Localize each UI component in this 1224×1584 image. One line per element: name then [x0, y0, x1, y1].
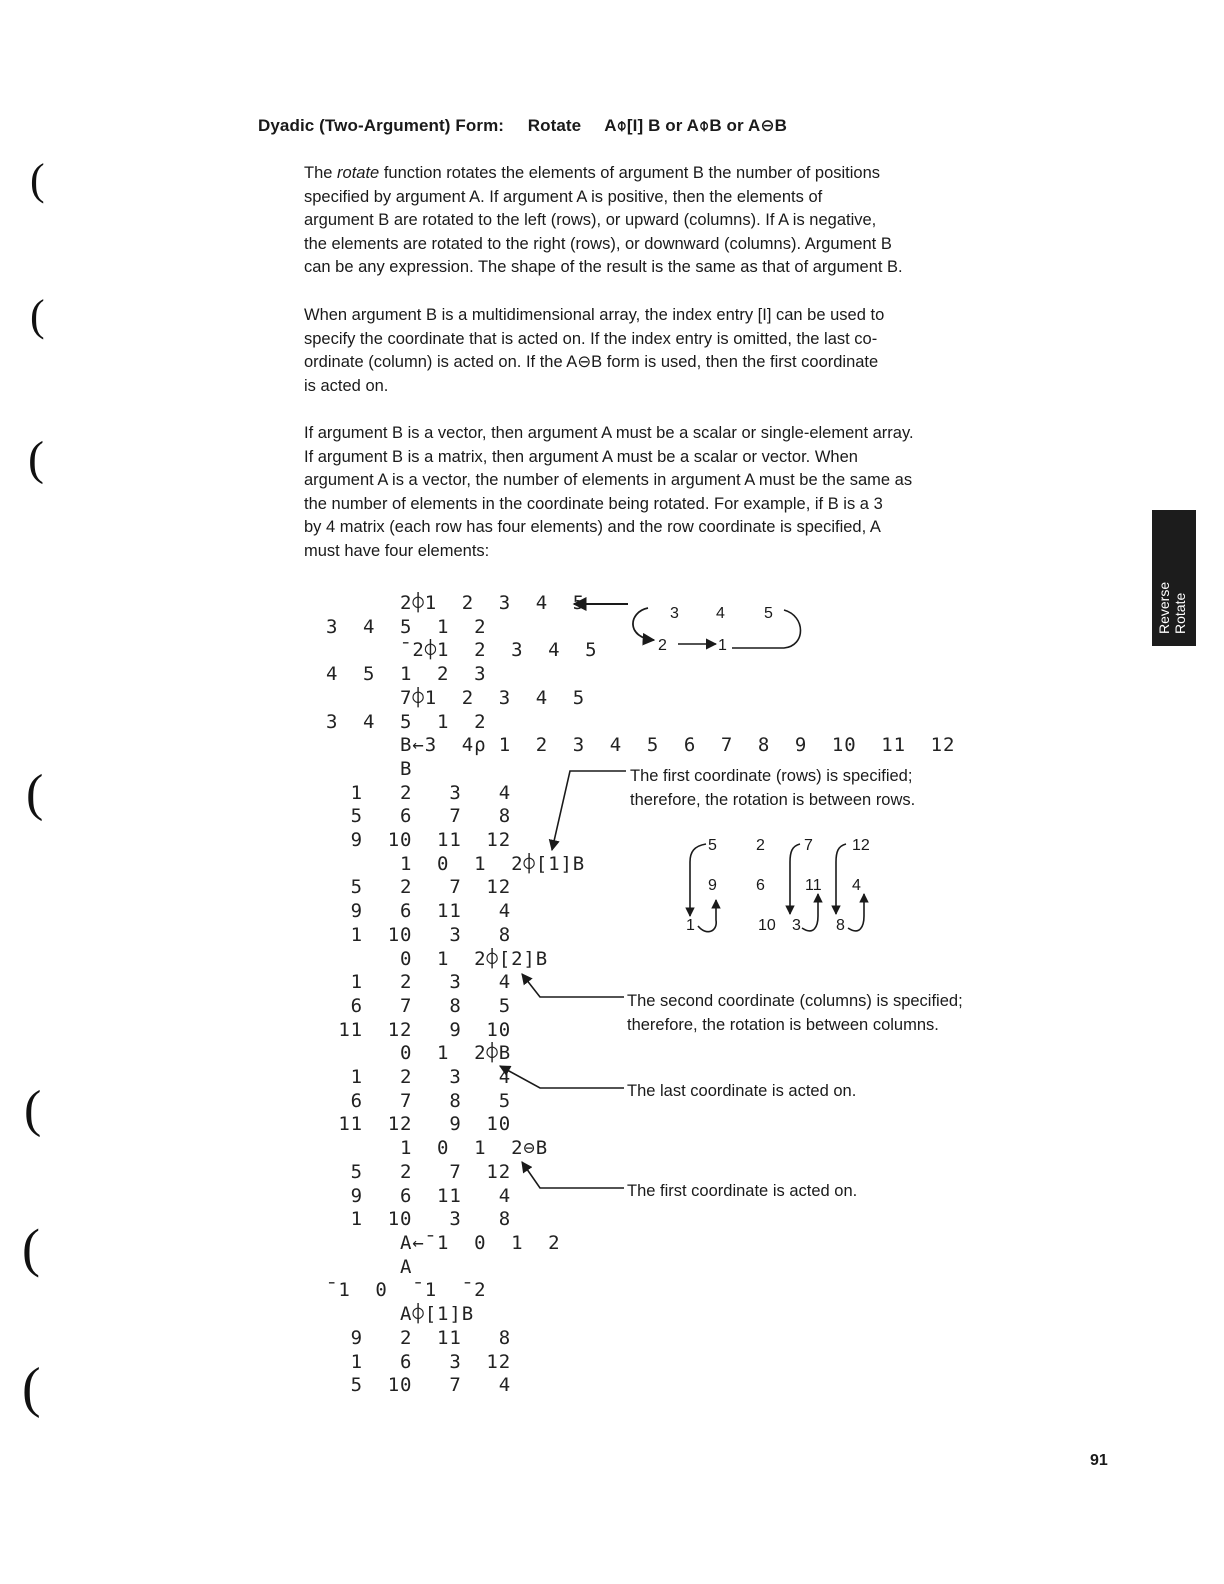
code-line: 9 6 11 4 — [326, 900, 512, 923]
code-line: 1 2 3 4 — [326, 1066, 512, 1089]
diag-m-bottom-4: 8 — [836, 917, 845, 934]
heading-term: Rotate — [527, 116, 582, 135]
code-line: 5 6 7 8 — [326, 805, 512, 828]
diag-m-top-4: 12 — [852, 837, 870, 854]
diag-m-top-2: 2 — [756, 837, 765, 854]
rotate-term: rotate — [337, 164, 380, 182]
code-line: 5 10 7 4 — [326, 1374, 512, 1397]
code-line: 0 1 2⌽B — [326, 1042, 512, 1065]
code-line: 9 6 11 4 — [326, 1184, 512, 1207]
page-number: 91 — [1090, 1452, 1108, 1469]
diag-m-bottom-3: 3 — [792, 917, 801, 934]
diag-v-bottom-1: 2 — [658, 637, 667, 654]
code-line: A⌽[1]B — [326, 1303, 475, 1326]
binder-mark: ( — [22, 1357, 41, 1419]
intro-line: argument B are rotated to the left (rows), or upward (columns). If A is negative, — [304, 211, 877, 230]
argument-line: must have four elements: — [304, 541, 490, 560]
columns-note — [627, 989, 963, 1037]
binder-mark: ( — [26, 765, 44, 822]
binder-mark: ( — [28, 432, 44, 485]
code-line: 5 2 7 12 — [326, 876, 512, 899]
last-note: The last coordinate is acted on. — [627, 1082, 857, 1100]
diag-v-top-3: 5 — [764, 605, 773, 622]
note-line: The second coordinate (columns) is specified; — [627, 992, 963, 1010]
code-line: B — [326, 757, 413, 780]
index-line: ordinate (column) is acted on. If the A⊖B form is used, then the first coordinate — [304, 353, 879, 372]
diag-m-top-1: 5 — [708, 837, 717, 854]
code-line: 3 4 5 1 2 — [326, 710, 487, 733]
columns-note-leader — [522, 974, 624, 997]
code-line: 0 1 2⌽[2]B — [326, 947, 549, 970]
argument-line: If argument B is a matrix, then argument A must be a scalar or vector. When — [304, 447, 858, 466]
intro-line: the elements are rotated to the right (rows), or downward (columns). Argument B — [304, 234, 892, 253]
first-note-leader — [522, 1162, 624, 1188]
diag-m-top-3: 7 — [804, 837, 813, 854]
index-line: is acted on. — [304, 376, 389, 395]
argument-line: argument A is a vector, the number of elements in argument A must be the same as — [304, 471, 913, 490]
code-line: 1 2 3 4 — [326, 971, 512, 994]
diag-m-bottom-2: 10 — [758, 917, 776, 934]
code-line: 4 5 1 2 3 — [326, 663, 487, 686]
first-note: The first coordinate is acted on. — [627, 1182, 858, 1200]
side-tab-label — [1152, 510, 1196, 646]
code-line: ¯2⌽1 2 3 4 5 — [326, 639, 598, 662]
rows-note — [630, 764, 915, 812]
heading-label: Dyadic (Two-Argument) Form: — [258, 116, 505, 135]
index-line: When argument B is a multidimensional array, the index entry [I] can be used to — [304, 306, 885, 324]
diag-m-mid-4: 4 — [852, 877, 861, 894]
diag-v-top-2: 4 — [716, 605, 725, 622]
code-line: 1 10 3 8 — [326, 1208, 512, 1231]
side-tab-line: Reverse — [1156, 581, 1172, 634]
rows-note-leader — [552, 771, 626, 850]
code-line: 6 7 8 5 — [326, 994, 512, 1017]
note-line: The first coordinate (rows) is specified; — [630, 767, 913, 785]
binder-mark: ( — [30, 291, 45, 340]
code-line: 1 6 3 12 — [326, 1350, 512, 1373]
code-line: 1 10 3 8 — [326, 923, 512, 946]
binder-mark: ( — [30, 155, 45, 204]
code-line: 5 2 7 12 — [326, 1160, 512, 1183]
diag-v-bottom-2: 1 — [718, 637, 727, 654]
code-line: 1 0 1 2⊖B — [326, 1137, 549, 1160]
binder-mark: ( — [22, 1218, 40, 1278]
code-line: 11 12 9 10 — [326, 1018, 512, 1041]
code-line: 6 7 8 5 — [326, 1089, 512, 1112]
intro-word-before: The — [304, 164, 333, 182]
code-line: 3 4 5 1 2 — [326, 615, 487, 638]
code-line: B←3 4⍴ 1 2 3 4 5 6 7 8 9 10 11 12 — [326, 734, 956, 757]
code-line: ¯1 0 ¯1 ¯2 — [326, 1279, 487, 1302]
code-line: 9 2 11 8 — [326, 1326, 512, 1349]
index-line: specify the coordinate that is acted on. If the index entry is omitted, the last co- — [304, 329, 878, 348]
diag-m-mid-3: 11 — [805, 877, 822, 894]
code-line: A — [326, 1255, 413, 1278]
code-line: 2⌽1 2 3 4 5 — [326, 592, 586, 614]
intro-first-line-rest: function rotates the elements of argument B the number of positions — [383, 164, 881, 182]
code-line: 9 10 11 12 — [326, 829, 512, 852]
note-line: therefore, the rotation is between columns. — [627, 1016, 939, 1034]
code-line: 11 12 9 10 — [326, 1113, 512, 1136]
heading-forms: A⌽[I] B or A⌽B or A⊖B — [604, 116, 788, 135]
code-line: 1 2 3 4 — [326, 781, 512, 804]
argument-line: by 4 matrix (each row has four elements) and the row coordinate is specified, A — [304, 518, 881, 537]
note-line: therefore, the rotation is between rows. — [630, 791, 916, 809]
binder-mark: ( — [24, 1081, 42, 1138]
diag-m-mid-2: 6 — [756, 877, 765, 894]
diag-m-mid-1: 9 — [708, 877, 717, 894]
intro-line: specified by argument A. If argument A is positive, then the elements of — [304, 187, 823, 206]
last-note-leader — [500, 1066, 624, 1088]
code-line: 7⌽1 2 3 4 5 — [326, 686, 586, 709]
section-side-tab — [1152, 510, 1196, 646]
argument-line: If argument B is a vector, then argument A must be a scalar or single-element array. — [304, 424, 914, 442]
side-tab-line: Rotate — [1172, 592, 1188, 634]
diag-m-bottom-1: 1 — [686, 917, 695, 934]
code-line: A←¯1 0 1 2 — [326, 1231, 561, 1254]
code-line: 1 0 1 2⌽[1]B — [326, 852, 586, 875]
diag-v-top-1: 3 — [670, 605, 679, 622]
intro-line: can be any expression. The shape of the result is the same as that of argument B. — [304, 258, 903, 277]
argument-line: the number of elements in the coordinate being rotated. For example, if B is a 3 — [304, 494, 883, 513]
